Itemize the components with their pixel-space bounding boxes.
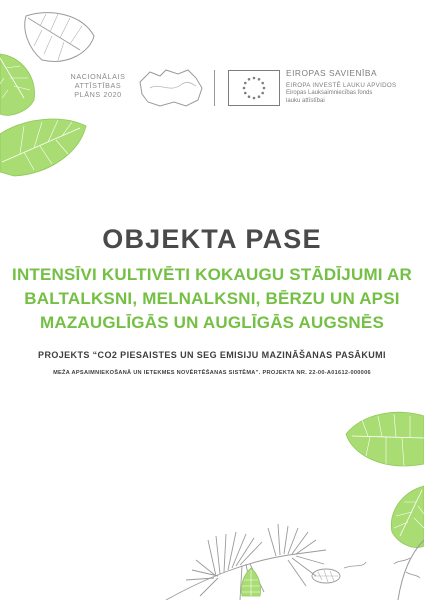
nap-line-1: NACIONĀLAIS (70, 72, 126, 81)
subtitle-line-3: MAZAUGLĪGĀS UN AUGLĪGĀS AUGSNĒS (39, 313, 384, 332)
nap-line-2: ATTĪSTĪBAS (74, 81, 122, 90)
eu-line-3: lauku attīstībai (286, 98, 325, 104)
eu-title: EIROPAS SAVIENĪBA (286, 68, 378, 78)
subtitle-line-1: INTENSĪVI KULTIVĒTI KOKAUGU STĀDĪJUMI AR (12, 265, 412, 284)
pine-cone-icon (238, 566, 264, 600)
nap-line-3: PLĀNS 2020 (74, 90, 122, 99)
eu-line-1: EIROPA INVESTĒ LAUKU APVIDOS (286, 82, 397, 89)
project-line: PROJEKTS “CO2 PIESAISTES UN SEG EMISIJU MAZINĀŠANAS PASĀKUMI (38, 350, 386, 360)
logo-divider (214, 70, 215, 106)
eu-line-2: Eiropas Lauksaimniecības fonds (286, 90, 373, 96)
project-number-line: MEŽA APSAIMNIEKOŠANĀ UN IETEKMES NOVĒRTĒŠANAS SISTĒMA”. PROJEKTA NR. 22-00-A01612-000006 (53, 370, 371, 376)
birch-leaf-icon (342, 408, 424, 474)
document-subtitle (0, 263, 424, 335)
birch-twig-icon (380, 540, 424, 600)
latvia-map-icon (136, 66, 206, 110)
birch-leaf-icon (0, 50, 42, 120)
nap-logo-text (58, 72, 138, 99)
eu-flag-icon (228, 70, 280, 106)
document-title: OBJEKTA PASE (102, 224, 322, 254)
birch-leaf-icon (0, 112, 90, 180)
subtitle-line-2: BALTALKSNI, MELNALKSNI, BĒRZU UN APSI (24, 289, 400, 308)
